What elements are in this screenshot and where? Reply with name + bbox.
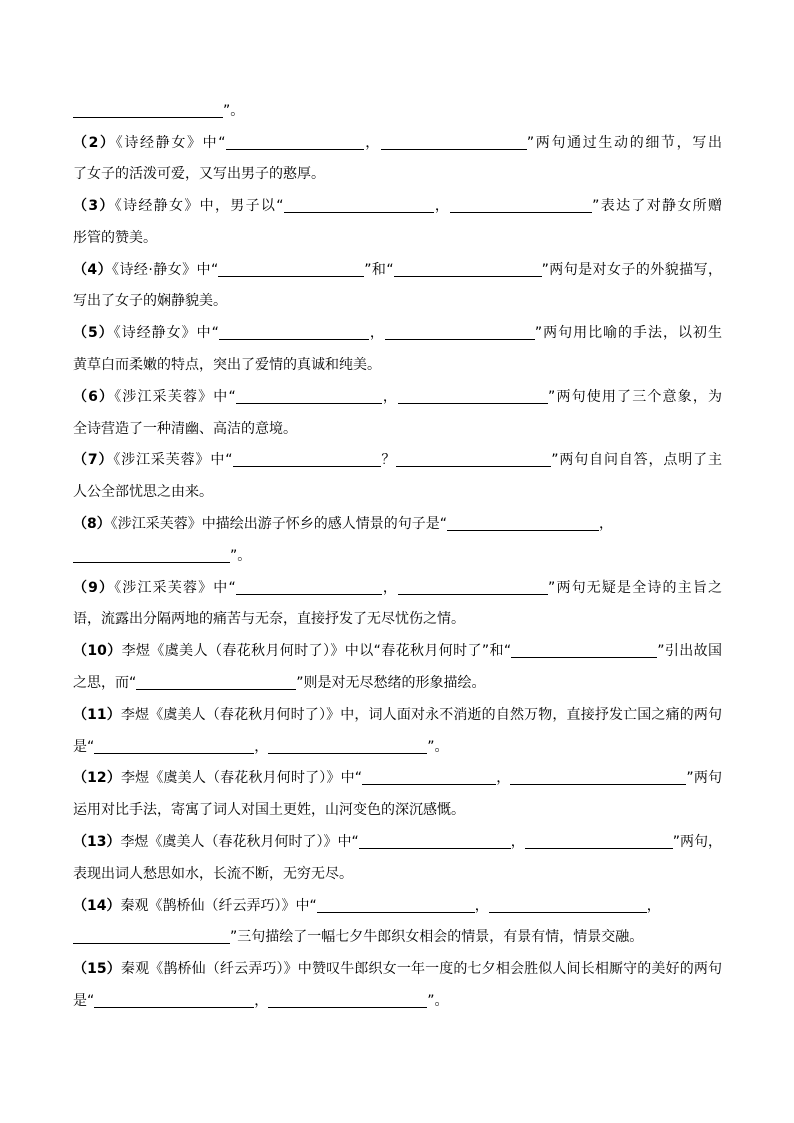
- question-9-line-1: [73, 578, 722, 598]
- line-text: ，: [381, 580, 399, 596]
- question-1-tail-line: [73, 101, 722, 121]
- line-text: ，: [474, 898, 489, 914]
- question-13-line-1: [73, 832, 722, 852]
- question-10-line-1: [73, 641, 722, 661]
- answer-blank: [236, 389, 382, 404]
- answer-blank: [218, 262, 364, 277]
- question-number: （6）: [73, 389, 115, 405]
- line-text: ”两句，: [672, 834, 722, 850]
- line-text: ”两句通过生动的细节，写出: [526, 135, 722, 151]
- answer-blank: [359, 834, 511, 849]
- question-11-line-2: [73, 737, 722, 757]
- line-text: 《涉江采芙蓉》中“: [113, 452, 233, 468]
- line-text: ，: [254, 739, 269, 755]
- answer-blank: [398, 389, 548, 404]
- question-12-line-2: [73, 800, 722, 820]
- line-text: 《诗经静女》中“: [115, 135, 226, 151]
- line-text: 《涉江采芙蓉》中“: [114, 389, 236, 405]
- question-7-line-1: [73, 450, 722, 470]
- line-text: ”表达了对静女所赠: [592, 198, 722, 214]
- answer-blank: [136, 675, 296, 690]
- question-6-line-2: [73, 419, 722, 439]
- question-3-line-2: [73, 228, 722, 248]
- question-8-line-2: [73, 546, 722, 566]
- question-3-line-1: [73, 196, 722, 216]
- line-text: ”两句: [686, 770, 722, 786]
- question-15-line-2: [73, 991, 722, 1011]
- line-text: 表现出词人愁思如水，长流不断，无穷无尽。: [73, 866, 353, 882]
- line-text: ”和“: [364, 262, 394, 278]
- line-text: ”两句用比喻的手法，以初生: [534, 325, 722, 341]
- line-text: 李煜《虞美人（春花秋月何时了）》中以“春花秋月何时了”和“: [121, 643, 512, 659]
- line-text: ”两句无疑是全诗的主旨之: [548, 580, 722, 596]
- question-14-line-2: [73, 927, 722, 947]
- line-text: ？: [380, 452, 397, 468]
- answer-blank: [525, 834, 673, 849]
- question-number: （3）: [73, 198, 115, 214]
- answer-blank: [94, 993, 254, 1008]
- line-text: ，: [646, 898, 661, 914]
- question-4-line-2: [73, 291, 722, 311]
- question-number: （10）: [73, 643, 122, 659]
- question-5-line-1: [73, 323, 722, 343]
- answer-blank: [226, 135, 364, 150]
- line-text: ，: [496, 770, 511, 786]
- answer-blank: [317, 898, 475, 913]
- answer-blank: [236, 580, 382, 595]
- line-text: 秦观《鹊桥仙（纤云弄巧）》中“: [120, 898, 317, 914]
- line-text: 之思，而“: [73, 675, 137, 691]
- line-text: 《诗经·静女》中“: [112, 262, 219, 278]
- answer-blank: [394, 262, 542, 277]
- line-text: ，: [381, 389, 399, 405]
- answer-blank: [362, 770, 496, 785]
- line-text: 人公全部忧思之由来。: [73, 484, 213, 500]
- question-number: （7）: [73, 452, 114, 468]
- question-number: （15）: [73, 961, 121, 977]
- question-number: （9）: [73, 580, 115, 596]
- line-text: ，: [510, 834, 525, 850]
- answer-blank: [284, 198, 434, 213]
- question-8-line-1: [73, 514, 722, 534]
- line-text: 《诗经静女》中，男子以“: [114, 198, 284, 214]
- question-2-line-1: [73, 133, 722, 153]
- question-7-line-2: [73, 482, 722, 502]
- line-text: ，: [254, 993, 269, 1009]
- question-10-line-2: [73, 673, 722, 693]
- line-text: 写出了女子的娴静貌美。: [73, 293, 227, 309]
- question-number: （14）: [73, 898, 121, 914]
- answer-blank: [233, 452, 381, 467]
- answer-blank: [447, 516, 599, 531]
- line-text: ”三句描绘了一幅七夕牛郎织女相会的情景，有景有情，情景交融。: [230, 929, 644, 945]
- answer-blank: [73, 929, 230, 944]
- line-text: 黄草白而柔嫩的特点，突出了爱情的真诚和纯美。: [73, 357, 381, 373]
- line-text: ，: [363, 135, 381, 151]
- answer-blank: [450, 198, 592, 213]
- line-text: 《涉江采芙蓉》中描绘出游子怀乡的感人情景的句子是“: [110, 516, 448, 532]
- question-number: （4）: [73, 262, 113, 278]
- answer-blank: [489, 898, 647, 913]
- answer-blank: [73, 548, 230, 563]
- question-4-line-1: [73, 260, 722, 280]
- line-text: ”则是对无尽愁绪的形象描绘。: [296, 675, 486, 691]
- line-text: ”。: [223, 103, 245, 119]
- question-number: （2）: [73, 135, 116, 151]
- question-number: （13）: [73, 834, 121, 850]
- question-12-line-1: [73, 768, 722, 788]
- line-text: 《诗经静女》中“: [113, 325, 219, 341]
- answer-blank: [268, 993, 427, 1008]
- question-number: （11）: [73, 707, 121, 723]
- answer-blank: [510, 770, 686, 785]
- line-text: 了女子的活泼可爱，又写出男子的憨厚。: [73, 166, 325, 182]
- question-number: （5）: [73, 325, 114, 341]
- question-6-line-1: [73, 387, 722, 407]
- line-text: 秦观《鹊桥仙（纤云弄巧）》中赞叹牛郎织女一年一度的七夕相会胜似人间长相厮守的美好的两句: [120, 961, 722, 977]
- answer-blank: [396, 452, 551, 467]
- answer-blank: [398, 580, 548, 595]
- question-15-line-1: [73, 959, 722, 979]
- answer-blank: [268, 739, 427, 754]
- line-text: 语，流露出分隔两地的痛苦与无奈，直接抒发了无尽忧伤之情。: [73, 611, 465, 627]
- question-11-line-1: [73, 705, 722, 725]
- line-text: 运用对比手法，寄寓了词人对国土更姓，山河变色的深沉感慨。: [73, 802, 465, 818]
- answer-blank: [385, 325, 535, 340]
- question-5-line-2: [73, 355, 722, 375]
- line-text: ”两句使用了三个意象，为: [548, 389, 722, 405]
- line-text: ”。: [230, 548, 252, 564]
- answer-blank: [219, 325, 369, 340]
- line-text: ”。: [427, 993, 449, 1009]
- answer-blank: [94, 739, 254, 754]
- answer-blank: [511, 643, 657, 658]
- question-2-line-2: [73, 164, 722, 184]
- question-13-line-2: [73, 864, 722, 884]
- question-number: （12）: [73, 770, 121, 786]
- question-9-line-2: [73, 609, 722, 629]
- answer-blank: [381, 135, 527, 150]
- question-number: （8）: [73, 516, 111, 532]
- line-text: ，: [599, 516, 614, 532]
- line-text: 《涉江采芙蓉》中“: [114, 580, 236, 596]
- line-text: 是“: [73, 739, 95, 755]
- line-text: 是“: [73, 993, 95, 1009]
- line-text: ”。: [427, 739, 449, 755]
- question-14-line-1: [73, 896, 722, 916]
- line-text: 李煜《虞美人（春花秋月何时了）》中“: [120, 770, 363, 786]
- line-text: ”引出故国: [657, 643, 722, 659]
- line-text: ，: [433, 198, 451, 214]
- answer-blank: [73, 103, 223, 118]
- line-text: 全诗营造了一种清幽、高洁的意境。: [73, 421, 297, 437]
- line-text: 李煜《虞美人（春花秋月何时了）》中“: [120, 834, 359, 850]
- line-text: 李煜《虞美人（春花秋月何时了）》中，词人面对永不消逝的自然万物，直接抒发亡国之痛的两句: [120, 707, 722, 723]
- line-text: ”两句是对女子的外貌描写，: [541, 262, 722, 278]
- line-text: ，: [368, 325, 385, 341]
- line-text: 彤管的赞美。: [73, 230, 157, 246]
- line-text: ”两句自问自答，点明了主: [551, 452, 722, 468]
